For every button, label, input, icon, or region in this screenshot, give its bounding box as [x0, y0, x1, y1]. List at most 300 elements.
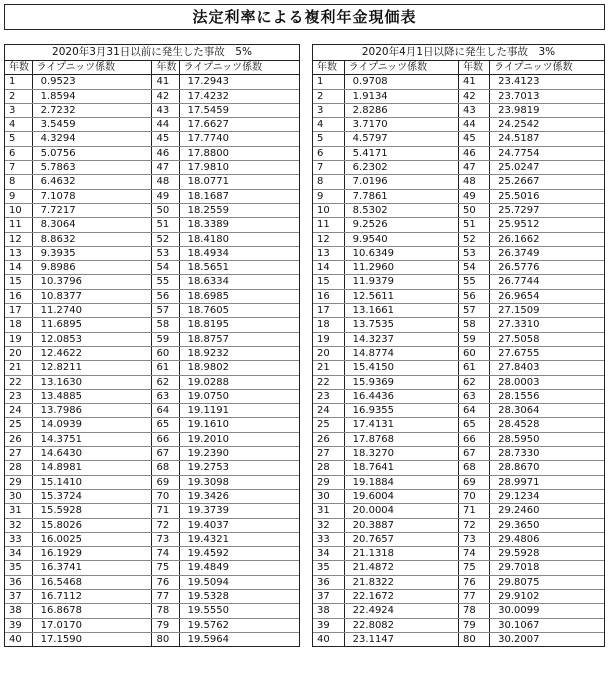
year-cell: 48	[458, 175, 489, 189]
year-cell: 15	[5, 275, 32, 289]
year-cell: 21	[313, 361, 344, 375]
table-row	[5, 447, 299, 461]
year-cell: 16	[313, 289, 344, 303]
table-row	[313, 532, 604, 546]
table-row	[313, 146, 604, 160]
table-row	[5, 361, 299, 375]
table-row	[313, 89, 604, 103]
year-cell: 4	[5, 118, 32, 132]
coefficient-cell: 8.5302	[344, 203, 458, 217]
table-row	[313, 361, 604, 375]
coefficient-cell: 28.1556	[490, 389, 604, 403]
coefficient-cell: 19.5762	[179, 618, 299, 632]
column-header-years: 年数	[313, 61, 344, 75]
coefficient-cell: 18.8195	[179, 318, 299, 332]
coefficient-cell: 19.5964	[179, 632, 299, 646]
table-row	[5, 203, 299, 217]
table-row	[5, 589, 299, 603]
table-row	[313, 232, 604, 246]
coefficient-cell: 19.2390	[179, 447, 299, 461]
year-cell: 34	[5, 547, 32, 561]
coefficient-cell: 5.0756	[32, 146, 152, 160]
table-row	[5, 475, 299, 489]
coefficient-cell: 28.3064	[490, 404, 604, 418]
table-row	[313, 447, 604, 461]
year-cell: 22	[5, 375, 32, 389]
coefficient-cell: 24.2542	[490, 118, 604, 132]
header-row	[313, 61, 604, 75]
year-cell: 33	[313, 532, 344, 546]
table-row	[313, 304, 604, 318]
year-cell: 70	[152, 489, 179, 503]
coefficient-cell: 27.8403	[490, 361, 604, 375]
coefficient-cell: 28.5950	[490, 432, 604, 446]
panel-heading: 2020年3月31日以前に発生した事故 5%	[5, 45, 299, 61]
coefficient-cell: 28.8670	[490, 461, 604, 475]
year-cell: 60	[458, 346, 489, 360]
coefficient-cell: 20.7657	[344, 532, 458, 546]
table-row	[5, 575, 299, 589]
year-cell: 43	[152, 103, 179, 117]
coefficient-cell: 16.5468	[32, 575, 152, 589]
page-title: 法定利率による複利年金現価表	[4, 4, 605, 30]
year-cell: 79	[458, 618, 489, 632]
year-cell: 7	[5, 161, 32, 175]
table-row	[313, 518, 604, 532]
table-row	[313, 346, 604, 360]
coefficient-cell: 1.8594	[32, 89, 152, 103]
year-cell: 23	[5, 389, 32, 403]
table-row	[5, 547, 299, 561]
table-row	[313, 161, 604, 175]
coefficient-cell: 19.0288	[179, 375, 299, 389]
year-cell: 7	[313, 161, 344, 175]
table-row	[313, 332, 604, 346]
coefficient-cell: 25.7297	[490, 203, 604, 217]
coefficient-cell: 30.1067	[490, 618, 604, 632]
year-cell: 78	[458, 604, 489, 618]
table-row	[313, 289, 604, 303]
coefficient-cell: 13.1661	[344, 304, 458, 318]
year-cell: 2	[5, 89, 32, 103]
year-cell: 29	[313, 475, 344, 489]
coefficient-cell: 28.0003	[490, 375, 604, 389]
table-row	[5, 375, 299, 389]
year-cell: 41	[152, 75, 179, 89]
year-cell: 51	[152, 218, 179, 232]
year-cell: 5	[313, 132, 344, 146]
year-cell: 65	[152, 418, 179, 432]
table-row	[5, 261, 299, 275]
table-row	[313, 404, 604, 418]
coefficient-cell: 2.8286	[344, 103, 458, 117]
coefficient-cell: 19.4037	[179, 518, 299, 532]
table-row	[313, 132, 604, 146]
table-row	[5, 346, 299, 360]
year-cell: 25	[313, 418, 344, 432]
table-panel-5-percent	[4, 44, 300, 647]
year-cell: 6	[313, 146, 344, 160]
year-cell: 61	[458, 361, 489, 375]
coefficient-cell: 10.6349	[344, 246, 458, 260]
table-row	[313, 461, 604, 475]
coefficient-cell: 4.5797	[344, 132, 458, 146]
column-header-years: 年数	[152, 61, 179, 75]
coefficient-cell: 18.6985	[179, 289, 299, 303]
table-row	[5, 461, 299, 475]
year-cell: 1	[313, 75, 344, 89]
table-row	[5, 389, 299, 403]
year-cell: 48	[152, 175, 179, 189]
year-cell: 46	[152, 146, 179, 160]
table-row	[313, 189, 604, 203]
coefficient-cell: 18.7641	[344, 461, 458, 475]
year-cell: 6	[5, 146, 32, 160]
year-cell: 74	[458, 547, 489, 561]
table-row	[5, 232, 299, 246]
year-cell: 10	[313, 203, 344, 217]
year-cell: 38	[5, 604, 32, 618]
year-cell: 26	[5, 432, 32, 446]
column-header-coefficient: ライプニッツ係数	[344, 61, 458, 75]
year-cell: 72	[458, 518, 489, 532]
year-cell: 21	[5, 361, 32, 375]
coefficient-cell: 18.8757	[179, 332, 299, 346]
year-cell: 54	[458, 261, 489, 275]
year-cell: 35	[5, 561, 32, 575]
coefficient-cell: 29.1234	[490, 489, 604, 503]
coefficient-cell: 3.7170	[344, 118, 458, 132]
year-cell: 68	[458, 461, 489, 475]
coefficient-cell: 29.7018	[490, 561, 604, 575]
year-cell: 55	[152, 275, 179, 289]
coefficient-cell: 30.2007	[490, 632, 604, 646]
year-cell: 63	[458, 389, 489, 403]
year-cell: 60	[152, 346, 179, 360]
coefficient-cell: 30.0099	[490, 604, 604, 618]
table-row	[5, 489, 299, 503]
year-cell: 80	[458, 632, 489, 646]
year-cell: 42	[152, 89, 179, 103]
coefficient-cell: 9.3935	[32, 246, 152, 260]
year-cell: 33	[5, 532, 32, 546]
year-cell: 46	[458, 146, 489, 160]
table-row	[5, 289, 299, 303]
year-cell: 74	[152, 547, 179, 561]
year-cell: 42	[458, 89, 489, 103]
coefficient-cell: 18.7605	[179, 304, 299, 318]
coefficient-cell: 23.9819	[490, 103, 604, 117]
coefficient-cell: 6.4632	[32, 175, 152, 189]
coefficient-cell: 14.3237	[344, 332, 458, 346]
coefficient-cell: 17.5459	[179, 103, 299, 117]
year-cell: 9	[5, 189, 32, 203]
coefficient-cell: 11.2740	[32, 304, 152, 318]
year-cell: 28	[5, 461, 32, 475]
year-cell: 32	[5, 518, 32, 532]
coefficient-cell: 29.3650	[490, 518, 604, 532]
coefficient-cell: 14.0939	[32, 418, 152, 432]
table-row	[5, 218, 299, 232]
coefficient-cell: 16.3741	[32, 561, 152, 575]
year-cell: 73	[458, 532, 489, 546]
year-cell: 68	[152, 461, 179, 475]
coefficient-cell: 19.3098	[179, 475, 299, 489]
table-row	[5, 618, 299, 632]
year-cell: 13	[5, 246, 32, 260]
year-cell: 22	[313, 375, 344, 389]
coefficient-cell: 0.9708	[344, 75, 458, 89]
table-row	[5, 632, 299, 646]
coefficient-cell: 19.1884	[344, 475, 458, 489]
coefficient-cell: 19.5328	[179, 589, 299, 603]
table-row	[313, 418, 604, 432]
year-cell: 18	[5, 318, 32, 332]
year-cell: 45	[458, 132, 489, 146]
coefficient-cell: 17.6627	[179, 118, 299, 132]
table-row	[313, 203, 604, 217]
table-row	[313, 175, 604, 189]
coefficient-cell: 23.1147	[344, 632, 458, 646]
coefficient-cell: 6.2302	[344, 161, 458, 175]
coefficient-cell: 19.1191	[179, 404, 299, 418]
year-cell: 69	[152, 475, 179, 489]
year-cell: 40	[317, 633, 330, 645]
year-cell: 76	[458, 575, 489, 589]
coefficient-cell: 21.8322	[344, 575, 458, 589]
year-cell: 36	[5, 575, 32, 589]
coefficient-cell: 26.5776	[490, 261, 604, 275]
column-header-coefficient: ライプニッツ係数	[179, 61, 299, 75]
coefficient-cell: 9.9540	[344, 232, 458, 246]
coefficient-cell: 15.1410	[32, 475, 152, 489]
coefficient-cell: 19.3739	[179, 504, 299, 518]
coefficient-cell: 17.0170	[32, 618, 152, 632]
coefficient-cell: 14.8774	[344, 346, 458, 360]
table-row	[5, 89, 299, 103]
year-cell: 12	[313, 232, 344, 246]
coefficient-cell: 17.9810	[179, 161, 299, 175]
year-cell: 69	[458, 475, 489, 489]
year-cell: 52	[458, 232, 489, 246]
year-cell: 66	[152, 432, 179, 446]
table-row	[313, 604, 604, 618]
coefficient-cell: 26.9654	[490, 289, 604, 303]
coefficient-cell: 14.8981	[32, 461, 152, 475]
year-cell: 18	[313, 318, 344, 332]
coefficient-cell: 18.6334	[179, 275, 299, 289]
header-row	[5, 61, 299, 75]
year-cell: 76	[152, 575, 179, 589]
year-cell: 39	[313, 618, 344, 632]
table-row	[313, 246, 604, 260]
year-cell: 57	[458, 304, 489, 318]
table-row	[313, 618, 604, 632]
table-row	[313, 375, 604, 389]
year-cell: 16	[5, 289, 32, 303]
spacer	[4, 30, 605, 44]
coefficient-cell: 19.5094	[179, 575, 299, 589]
year-cell: 59	[152, 332, 179, 346]
column-header-years: 年数	[5, 61, 32, 75]
table-row	[5, 418, 299, 432]
coefficient-cell: 28.9971	[490, 475, 604, 489]
year-cell: 70	[458, 489, 489, 503]
year-cell: 20	[313, 346, 344, 360]
table-row	[313, 504, 604, 518]
coefficient-cell: 23.4123	[490, 75, 604, 89]
coefficient-cell: 16.1929	[32, 547, 152, 561]
year-cell: 58	[458, 318, 489, 332]
table-row	[313, 561, 604, 575]
coefficient-cell: 1.9134	[344, 89, 458, 103]
coefficient-cell: 10.3796	[32, 275, 152, 289]
year-cell: 77	[152, 589, 179, 603]
coefficient-cell: 15.4150	[344, 361, 458, 375]
year-cell: 2	[313, 89, 344, 103]
year-cell: 61	[152, 361, 179, 375]
year-cell: 73	[152, 532, 179, 546]
year-cell: 1	[5, 75, 32, 89]
year-cell: 67	[458, 447, 489, 461]
year-cell: 52	[152, 232, 179, 246]
coefficient-cell: 19.1610	[179, 418, 299, 432]
year-cell: 30	[5, 489, 32, 503]
coefficient-cell: 15.3724	[32, 489, 152, 503]
coefficient-cell: 4.3294	[32, 132, 152, 146]
coefficient-cell: 13.7535	[344, 318, 458, 332]
year-cell: 40	[9, 633, 22, 645]
coefficient-cell: 25.2667	[490, 175, 604, 189]
coefficient-cell: 17.4131	[344, 418, 458, 432]
table-row	[313, 632, 604, 646]
year-cell: 32	[313, 518, 344, 532]
year-cell: 20	[5, 346, 32, 360]
year-cell: 44	[152, 118, 179, 132]
coefficient-cell: 5.4171	[344, 146, 458, 160]
table-row	[313, 275, 604, 289]
coefficient-cell: 27.3310	[490, 318, 604, 332]
table-row	[313, 575, 604, 589]
table-row	[5, 432, 299, 446]
coefficient-cell: 9.8986	[32, 261, 152, 275]
year-cell: 49	[152, 189, 179, 203]
year-cell: 12	[5, 232, 32, 246]
year-cell: 8	[313, 175, 344, 189]
year-cell: 9	[313, 189, 344, 203]
year-cell: 67	[152, 447, 179, 461]
coefficient-cell: 25.0247	[490, 161, 604, 175]
coefficient-cell: 19.2753	[179, 461, 299, 475]
table-row	[5, 532, 299, 546]
coefficient-cell: 7.0196	[344, 175, 458, 189]
coefficient-cell: 21.4872	[344, 561, 458, 575]
year-cell: 28	[313, 461, 344, 475]
leibniz-table-3-percent	[313, 61, 604, 646]
table-row	[313, 589, 604, 603]
table-row	[5, 332, 299, 346]
coefficient-cell: 18.3389	[179, 218, 299, 232]
year-cell: 24	[5, 404, 32, 418]
year-cell: 80	[152, 632, 179, 646]
table-row	[5, 103, 299, 117]
coefficient-cell: 18.0771	[179, 175, 299, 189]
coefficient-cell: 18.4934	[179, 246, 299, 260]
coefficient-cell: 3.5459	[32, 118, 152, 132]
coefficient-cell: 13.7986	[32, 404, 152, 418]
year-cell: 53	[152, 246, 179, 260]
year-cell: 41	[458, 75, 489, 89]
year-cell: 31	[5, 504, 32, 518]
coefficient-cell: 12.8211	[32, 361, 152, 375]
coefficient-cell: 27.5058	[490, 332, 604, 346]
year-cell: 78	[152, 604, 179, 618]
table-row	[5, 75, 299, 89]
table-row	[313, 318, 604, 332]
year-cell: 31	[313, 504, 344, 518]
year-cell: 47	[458, 161, 489, 175]
coefficient-cell: 16.4436	[344, 389, 458, 403]
coefficient-cell: 26.7744	[490, 275, 604, 289]
table-row	[5, 318, 299, 332]
coefficient-cell: 17.8800	[179, 146, 299, 160]
table-row	[313, 547, 604, 561]
year-cell: 15	[313, 275, 344, 289]
coefficient-cell: 16.7112	[32, 589, 152, 603]
coefficient-cell: 5.7863	[32, 161, 152, 175]
year-cell: 27	[5, 447, 32, 461]
year-cell: 27	[313, 447, 344, 461]
column-header-coefficient: ライプニッツ係数	[32, 61, 152, 75]
year-cell: 17	[5, 304, 32, 318]
year-cell: 50	[152, 203, 179, 217]
year-cell: 53	[458, 246, 489, 260]
panel-heading: 2020年4月1日以降に発生した事故 3%	[313, 45, 604, 61]
coefficient-cell: 15.5928	[32, 504, 152, 518]
coefficient-cell: 25.5016	[490, 189, 604, 203]
coefficient-cell: 20.3887	[344, 518, 458, 532]
coefficient-cell: 9.2526	[344, 218, 458, 232]
year-cell: 43	[458, 103, 489, 117]
column-header-years: 年数	[458, 61, 489, 75]
coefficient-cell: 29.9102	[490, 589, 604, 603]
coefficient-cell: 19.2010	[179, 432, 299, 446]
table-row	[5, 304, 299, 318]
table-row	[313, 475, 604, 489]
coefficient-cell: 22.1672	[344, 589, 458, 603]
table-row	[5, 604, 299, 618]
coefficient-cell: 18.9802	[179, 361, 299, 375]
coefficient-cell: 18.2559	[179, 203, 299, 217]
year-cell: 50	[458, 203, 489, 217]
year-cell: 55	[458, 275, 489, 289]
year-cell: 75	[458, 561, 489, 575]
coefficient-cell: 11.6895	[32, 318, 152, 332]
coefficient-cell: 13.4885	[32, 389, 152, 403]
coefficient-cell: 25.9512	[490, 218, 604, 232]
year-cell: 36	[313, 575, 344, 589]
table-row	[313, 218, 604, 232]
coefficient-cell: 29.8075	[490, 575, 604, 589]
year-cell: 39	[5, 618, 32, 632]
table-row	[5, 275, 299, 289]
coefficient-cell: 12.5611	[344, 289, 458, 303]
year-cell: 5	[5, 132, 32, 146]
year-cell: 35	[313, 561, 344, 575]
year-cell: 54	[152, 261, 179, 275]
coefficient-cell: 19.0750	[179, 389, 299, 403]
year-cell: 14	[5, 261, 32, 275]
